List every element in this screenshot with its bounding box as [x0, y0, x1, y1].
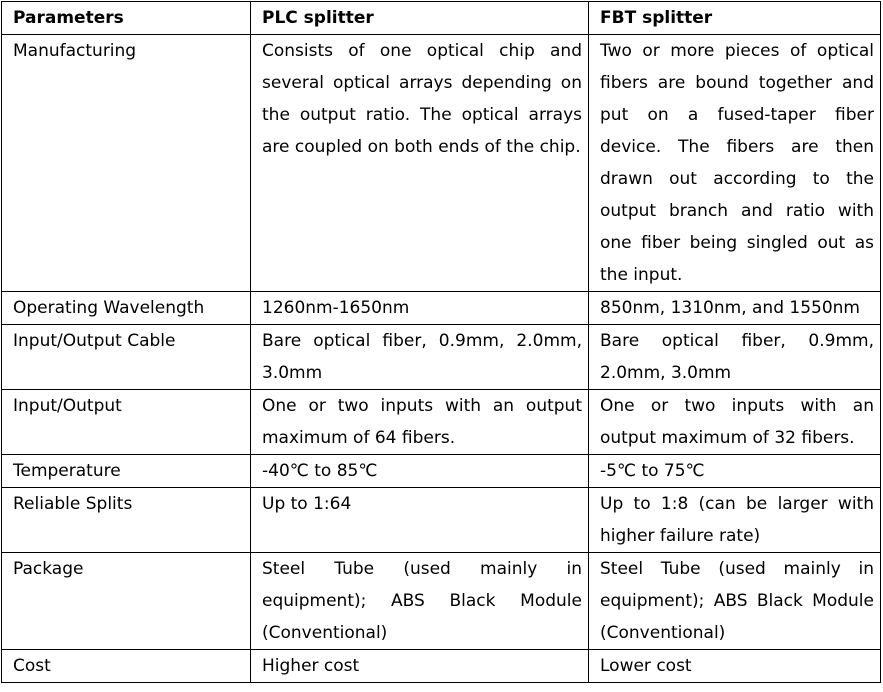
fbt-cell: Lower cost — [589, 650, 881, 683]
table-row — [2, 325, 881, 390]
plc-cell: Consists of one optical chip and several optical arrays depending on the output ratio. The optical arrays are coupled on both ends of the chip. — [251, 35, 589, 292]
fbt-cell: Bare optical fiber, 0.9mm, 2.0mm, 3.0mm — [589, 325, 881, 390]
fbt-cell: 850nm, 1310nm, and 1550nm — [589, 292, 881, 325]
parameter-cell: Temperature — [2, 455, 251, 488]
table-row — [2, 390, 881, 455]
fbt-cell: Up to 1:8 (can be larger with higher failure rate) — [589, 488, 881, 553]
fbt-cell: -5℃ to 75℃ — [589, 455, 881, 488]
parameter-cell: Reliable Splits — [2, 488, 251, 553]
header-row — [2, 2, 881, 35]
parameter-cell: Input/Output — [2, 390, 251, 455]
table-row — [2, 292, 881, 325]
table-row — [2, 650, 881, 683]
parameter-cell: Manufacturing — [2, 35, 251, 292]
fbt-cell: One or two inputs with an output maximum of 32 fibers. — [589, 390, 881, 455]
plc-cell: Higher cost — [251, 650, 589, 683]
table-row — [2, 488, 881, 553]
header-fbt-splitter: FBT splitter — [589, 2, 881, 35]
plc-cell: One or two inputs with an output maximum of 64 fibers. — [251, 390, 589, 455]
plc-cell: Bare optical fiber, 0.9mm, 2.0mm, 3.0mm — [251, 325, 589, 390]
parameter-cell: Input/Output Cable — [2, 325, 251, 390]
plc-cell: 1260nm-1650nm — [251, 292, 589, 325]
fbt-cell: Two or more pieces of optical fibers are bound together and put on a fused-taper fiber device. The fibers are then drawn out according to the output branch and ratio with one fiber being singled out as the input. — [589, 35, 881, 292]
table-row — [2, 455, 881, 488]
table-row — [2, 35, 881, 292]
header-plc-splitter: PLC splitter — [251, 2, 589, 35]
parameter-cell: Cost — [2, 650, 251, 683]
parameter-cell: Operating Wavelength — [2, 292, 251, 325]
fbt-cell: Steel Tube (used mainly in equipment); ABS Black Module (Conventional) — [589, 553, 881, 650]
plc-cell: -40℃ to 85℃ — [251, 455, 589, 488]
plc-cell: Up to 1:64 — [251, 488, 589, 553]
plc-cell: Steel Tube (used mainly in equipment); ABS Black Module (Conventional) — [251, 553, 589, 650]
comparison-table — [1, 1, 881, 683]
header-parameters: Parameters — [2, 2, 251, 35]
table-row — [2, 553, 881, 650]
parameter-cell: Package — [2, 553, 251, 650]
